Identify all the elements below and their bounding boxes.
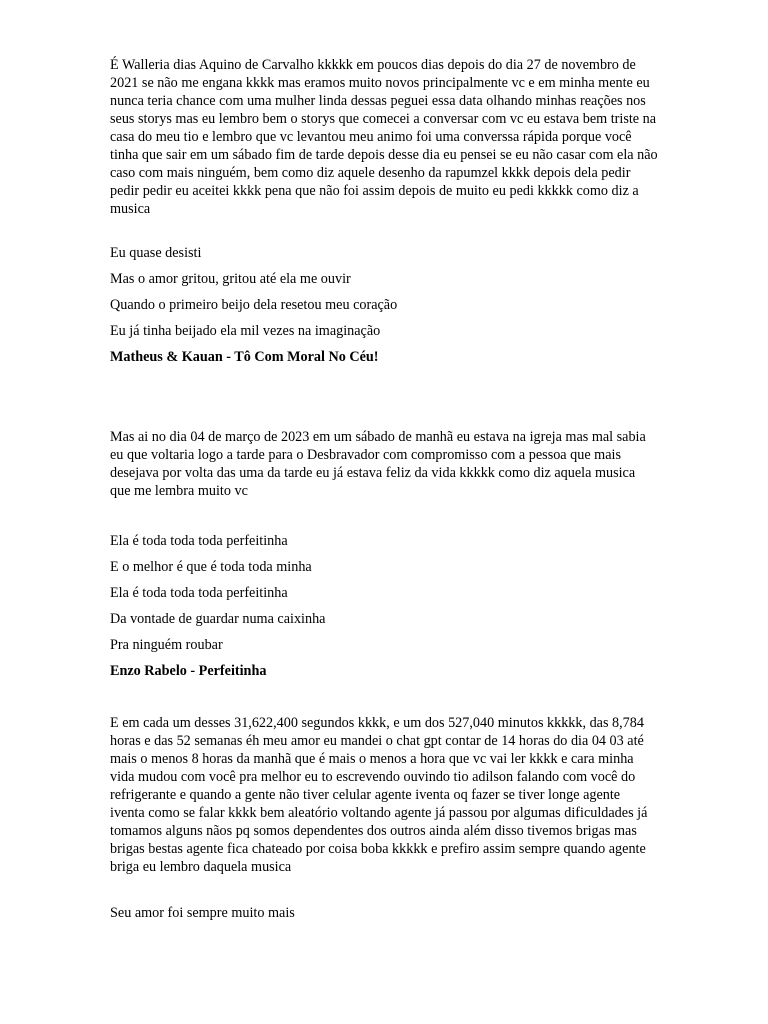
lyric-line: Mas o amor gritou, gritou até ela me ouvir (110, 271, 351, 287)
lyric-line: Pra ninguém roubar (110, 637, 223, 653)
lyric-line: Quando o primeiro beijo dela resetou meu coração (110, 297, 398, 313)
lyric-line: Ela é toda toda toda perfeitinha (110, 533, 288, 549)
lyric-line: E o melhor é que é toda toda minha (110, 559, 312, 575)
song-credit: Enzo Rabelo - Perfeitinha (110, 663, 267, 679)
lyric-line: Da vontade de guardar numa caixinha (110, 611, 326, 627)
paragraph-intro: É Walleria dias Aquino de Carvalho kkkkk em poucos dias depois do dia 27 de novembro de 2021 se não me engana kkkk mas eramos muito novos principalmente vc e em minha mente eu nunca teria chance com uma mulher linda dessas peguei essa data olhando minhas reações nos seus storys mas eu lembro bem o storys que comecei a conversar com vc eu estava bem triste na casa do meu tio e lembro que vc levantou meu animo foi uma converssa rápida porque você tinha que sair em um sábado fim de tarde depois desse dia eu pensei se eu não casar com ela não caso com mais ninguém, bem como diz aquele desenho da rapumzel kkkk depois dela pedir pedir pedir eu aceitei kkkk pena que não foi assim depois de muito eu pedi kkkkk como diz a musica (110, 57, 658, 217)
lyric-line: Eu quase desisti (110, 245, 202, 261)
paragraph-march: Mas ai no dia 04 de março de 2023 em um sábado de manhã eu estava na igreja mas mal sabia eu que voltaria logo a tarde para o Desbravador com compromisso com a pessoa que mais desejava por volta das uma da tarde eu já estava feliz da vida kkkkk como diz aquela musica que me lembra muito vc (110, 429, 646, 499)
lyric-line: Eu já tinha beijado ela mil vezes na imaginação (110, 323, 381, 339)
lyric-line: Seu amor foi sempre muito mais (110, 905, 295, 921)
lyric-line: Ela é toda toda toda perfeitinha (110, 585, 288, 601)
song-credit: Matheus & Kauan - Tô Com Moral No Céu! (110, 349, 379, 365)
paragraph-counting: E em cada um desses 31,622,400 segundos kkkk, e um dos 527,040 minutos kkkkk, das 8,784 horas e das 52 semanas éh meu amor eu mandei o chat gpt contar de 14 horas do dia 04 03 até mais o menos 8 horas da manhã que é mais o menos a hora que vc vai ler kkkk e cara minha vida mudou com você pra melhor eu to escrevendo ouvindo tio adilson falando com você do refrigerante e quando a gente não tiver celular agente iventa oq fazer se tiver longe agente iventa como se falar kkkk bem aleatório voltando agente já passou por algumas dificuldades já tomamos alguns nãos pq somos dependentes dos outros ainda além disso tivemos brigas mas brigas bestas agente fica chateado por coisa boba kkkkk e prefiro assim sempre quando agente briga eu lembro daquela musica (110, 715, 648, 875)
